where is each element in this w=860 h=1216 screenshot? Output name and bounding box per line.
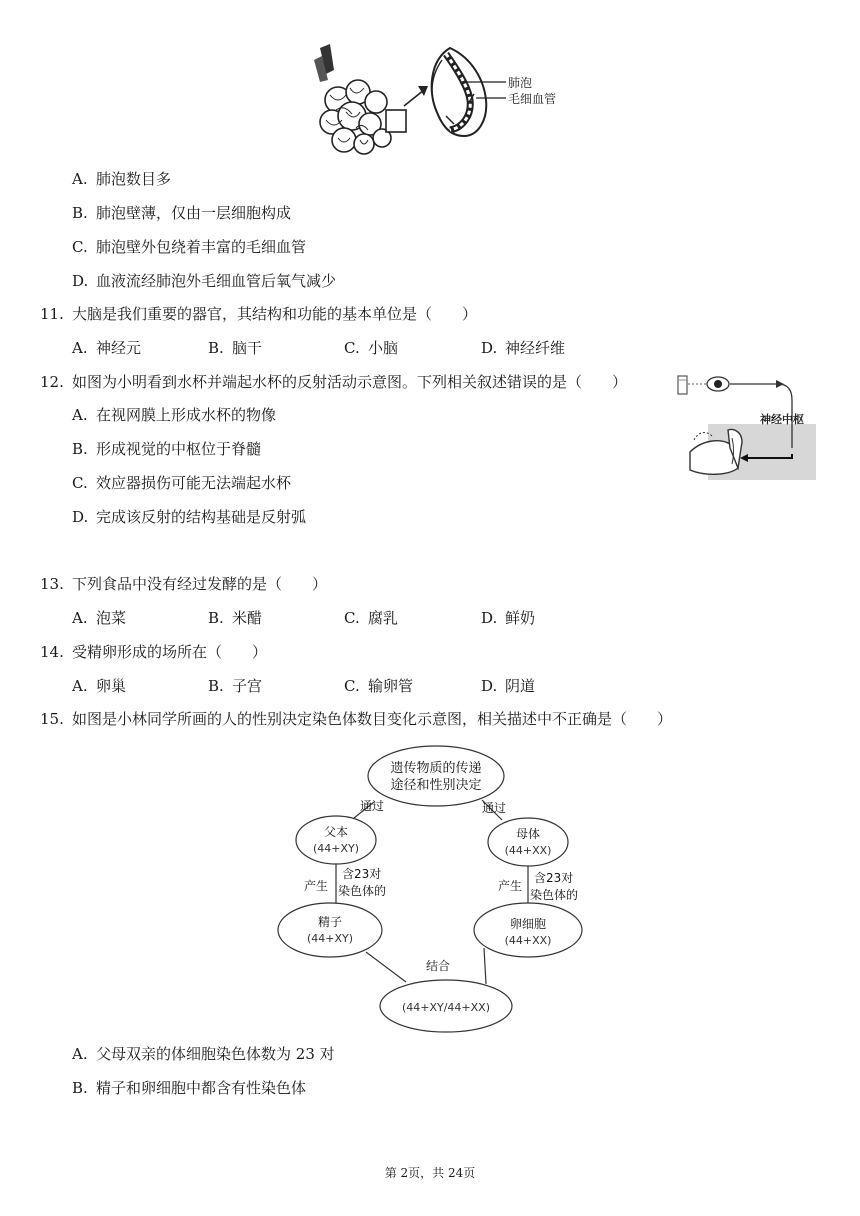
capillary-label: 毛细血管 (508, 92, 557, 106)
nerve-center-label: 神经中枢 (760, 413, 804, 426)
q12-stem: 12. 如图为小明看到水杯并端起水杯的反射活动示意图。下列相关叙述错误的是（ ） (40, 373, 628, 391)
q14-option-c: C. 输卵管 (344, 677, 414, 695)
contain-left-2: 染色体的 (338, 884, 387, 898)
q14-option-d: D. 阴道 (481, 677, 536, 695)
father-label: 父本 (323, 825, 349, 839)
alveolus-figure (300, 40, 570, 162)
via-right: 通过 (482, 801, 507, 815)
q13-option-d: D. 鲜奶 (481, 609, 536, 627)
q15-option-a: A. 父母双亲的体细胞染色体数为 23 对 (72, 1045, 335, 1063)
q15-stem: 15. 如图是小林同学所画的人的性别决定染色体数目变化示意图，相关描述中不正确是（ ） (40, 710, 673, 728)
egg-chr: (44+XX) (504, 934, 552, 947)
combine-label: 结合 (425, 959, 451, 973)
father-node (296, 816, 376, 864)
reflex-figure (672, 368, 822, 484)
mother-label: 母体 (515, 827, 541, 841)
q13-option-c: C. 腐乳 (344, 609, 399, 627)
father-chr: (44+XY) (312, 842, 360, 855)
mother-chr: (44+XX) (504, 844, 552, 857)
sperm-chr: (44+XY) (306, 932, 354, 945)
q10-option-d: D. 血液流经肺泡外毛细血管后氧气减少 (72, 272, 337, 290)
produce-right: 产生 (498, 879, 523, 893)
q12-option-c: C. 效应器损伤可能无法端起水杯 (72, 474, 292, 492)
q13-option-a: A. 泡菜 (72, 609, 127, 627)
produce-left: 产生 (304, 879, 329, 893)
contain-right-2: 染色体的 (530, 888, 579, 902)
contain-right-1: 含23对 (534, 871, 574, 885)
q10-option-a: A. 肺泡数目多 (72, 170, 172, 188)
q14-stem: 14. 受精卵形成的场所在（ ） (40, 643, 268, 661)
top-line2: 途径和性别决定 (390, 778, 482, 793)
contain-left-1: 含23对 (342, 867, 382, 881)
egg-label: 卵细胞 (509, 917, 547, 931)
q14-option-a: A. 卵巢 (72, 677, 127, 695)
q11-option-a: A. 神经元 (72, 339, 142, 357)
mother-node (488, 818, 568, 866)
via-left: 通过 (360, 799, 385, 813)
top-line1: 遗传物质的传递 (390, 761, 482, 776)
sperm-node (278, 903, 382, 957)
q11-option-c: C. 小脑 (344, 339, 399, 357)
q11-stem: 11. 大脑是我们重要的器官，其结构和功能的基本单位是（ ） (40, 305, 478, 323)
alveolus-label: 肺泡 (508, 76, 533, 90)
q15-option-b: B. 精子和卵细胞中都含有性染色体 (72, 1079, 307, 1097)
q12-option-d: D. 完成该反射的结构基础是反射弧 (72, 508, 307, 526)
q12-option-a: A. 在视网膜上形成水杯的物像 (72, 406, 277, 424)
page-footer: 第 2页，共 24页 (384, 1166, 476, 1180)
q14-option-b: B. 子宫 (208, 677, 263, 695)
sperm-label: 精子 (317, 915, 343, 929)
q10-option-b: B. 肺泡壁薄，仅由一层细胞构成 (72, 204, 292, 222)
zygote-chr: (44+XY/44+XX) (401, 1001, 491, 1014)
q11-option-b: B. 脑干 (208, 339, 263, 357)
q10-option-c: C. 肺泡壁外包绕着丰富的毛细血管 (72, 238, 307, 256)
q13-stem: 13. 下列食品中没有经过发酵的是（ ） (40, 575, 328, 593)
sex-determination-diagram (270, 744, 590, 1034)
q11-option-d: D. 神经纤维 (481, 339, 566, 357)
q13-option-b: B. 米醋 (208, 609, 263, 627)
q12-option-b: B. 形成视觉的中枢位于脊髓 (72, 440, 262, 458)
top-node (368, 746, 504, 806)
